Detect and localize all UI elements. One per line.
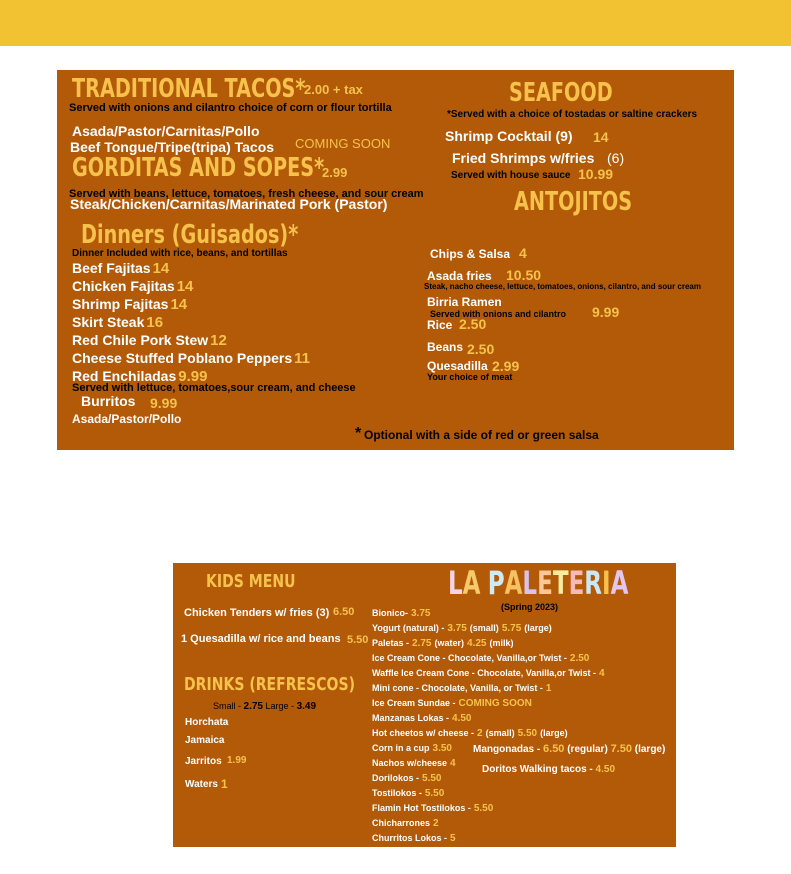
paleteria-item-price: 5.50 <box>422 773 442 784</box>
paleteria-item <box>369 714 472 724</box>
fried-shrimps-note: Served with house sauce <box>451 170 571 181</box>
burritos-meats: Asada/Pastor/Pollo <box>72 412 182 426</box>
dinners-note: Dinner Included with rice, beans, and tortillas <box>72 248 288 259</box>
drink-jamaica: Jamaica <box>185 735 225 746</box>
chips-name: Chips & Salsa <box>430 247 511 261</box>
paleteria-item-name: Nachos w/cheese <box>372 758 448 768</box>
paleteria-item <box>369 609 430 619</box>
paleteria-item-name: Corn in a cup <box>372 743 430 753</box>
kids-item2-name: 1 Quesadilla w/ rice and beans <box>181 633 341 645</box>
paleteria-title-letter: R <box>584 564 603 602</box>
dinner-item-price: 14 <box>170 296 188 313</box>
paleteria-item-price: 5 <box>450 833 456 844</box>
dinner-item-price: 16 <box>146 314 164 331</box>
shrimp-cocktail-price: 14 <box>593 129 609 145</box>
drink-jarritos-price: 1.99 <box>227 755 247 766</box>
paleteria-item <box>369 639 514 649</box>
paleteria-item-price: 2.75 <box>412 638 432 649</box>
dinner-item <box>72 297 187 312</box>
paleteria-item <box>369 699 532 709</box>
dinner-item <box>72 261 169 276</box>
paleteria-item-name: Mini cone - Chocolate, Vanilla, or Twist - <box>372 683 543 693</box>
paleteria-title-letter: E <box>568 564 585 602</box>
paleteria-item <box>369 834 456 844</box>
birria-ramen-name: Birria Ramen <box>427 295 502 309</box>
mangonadas-mid: (regular) <box>567 744 608 755</box>
dinner-item-name: Cheese Stuffed Poblano Peppers <box>72 350 293 366</box>
paleteria-item-price: 4.50 <box>452 713 472 724</box>
paleteria-item-price: 5.50 <box>473 803 494 814</box>
birria-ramen-note: Served with onions and cilantro <box>430 309 567 319</box>
paleteria-item <box>369 774 441 784</box>
dinner-item-price: 12 <box>210 332 227 349</box>
birria-ramen-price: 9.99 <box>592 304 620 320</box>
gorditas-meats: Steak/Chicken/Carnitas/Marinated Pork (Pastor) <box>70 196 388 212</box>
paleteria-title-letter: T <box>552 564 569 602</box>
drink-jarritos: Jarritos <box>185 756 222 767</box>
fried-shrimps-name: Fried Shrimps w/fries <box>452 150 595 166</box>
paleteria-item-name: Paletas - <box>372 638 410 648</box>
large-label: Large - <box>265 701 295 711</box>
burritos-name: Burritos <box>81 393 136 409</box>
mangonadas-name: Mangonadas - <box>473 744 541 755</box>
asada-fries-note: Steak, nacho cheese, lettuce, tomatoes, onions, cilantro, and sour cream <box>424 282 701 291</box>
doritos-walking <box>482 765 615 775</box>
paleteria-item <box>369 759 456 769</box>
paleteria-title-letter: E <box>537 564 553 602</box>
paleteria-title-letter: I <box>602 564 611 602</box>
paleteria-item-price: 3.75 <box>411 608 431 619</box>
paleteria-title-letter: P <box>487 564 505 602</box>
paleteria-title <box>448 564 629 602</box>
paleteria-item-suffix: (water) <box>434 638 465 648</box>
paleteria-item-price: 2 <box>433 818 439 829</box>
top-banner <box>0 0 791 46</box>
drink-waters-price: 1 <box>221 777 228 791</box>
dinner-item <box>72 333 227 348</box>
fried-shrimps-qty: (6) <box>607 150 625 166</box>
paleteria-item-price: 2.50 <box>569 653 590 664</box>
rice-name: Rice <box>427 318 453 332</box>
paleteria-item-name: Tostilokos - <box>372 788 422 798</box>
doritos-price: 4.50 <box>595 764 616 775</box>
tacos-coming-soon: COMING SOON <box>295 136 391 151</box>
small-label: Small - <box>213 701 242 711</box>
paleteria-item-price2: 5.75 <box>501 623 522 634</box>
paleteria-item-suffix2: (milk) <box>489 638 514 648</box>
paleteria-item-price: 3.50 <box>432 743 452 754</box>
dinner-item <box>72 351 310 366</box>
quesadilla-note: Your choice of meat <box>427 372 513 382</box>
drink-waters: Waters <box>185 779 218 790</box>
paleteria-item-name: Yogurt (natural) - <box>372 623 445 633</box>
dinner-item-name: Beef Fajitas <box>72 260 151 276</box>
paleteria-item-price: 1 <box>545 683 552 694</box>
kids-item1-price: 6.50 <box>333 606 355 618</box>
paleteria-item-name: Waffle Ice Cream Cone - Chocolate, Vanilla,or Twist - <box>372 668 597 678</box>
paleteria-item-name: Chicharrones <box>372 818 431 828</box>
paleteria-item-name: Ice Cream Cone - Chocolate, Vanilla,or Twist - <box>372 653 567 663</box>
mangonadas-price: 6.50 <box>543 743 565 755</box>
drink-horchata: Horchata <box>185 717 229 728</box>
paleteria-season: (Spring 2023) <box>501 602 559 612</box>
mangonadas-end: (large) <box>634 744 666 755</box>
paleteria-item <box>369 819 439 829</box>
footnote: Optional with a side of red or green salsa <box>364 428 599 442</box>
paleteria-title-letter: L <box>522 564 538 602</box>
paleteria-item-name: Bionico- <box>372 608 408 618</box>
paleteria-title-letter: L <box>448 564 463 602</box>
dinner-item-price: 11 <box>294 350 311 367</box>
paleteria-item <box>369 789 444 799</box>
paleteria-item-suffix: (small) <box>469 623 499 633</box>
paleteria-item <box>369 654 589 664</box>
paleteria-item-price2: 5.50 <box>517 728 538 739</box>
kids-drinks-paleteria-panel <box>173 563 676 847</box>
quesadilla-price: 2.99 <box>492 358 520 374</box>
paleteria-item-suffix2: (large) <box>540 728 568 738</box>
dinner-item-price: 14 <box>152 260 170 277</box>
seafood-title: SEAFOOD <box>509 78 613 108</box>
dinner-item-name: Skirt Steak <box>72 314 145 330</box>
burritos-note: Served with lettuce, tomatoes,sour cream, and cheese <box>72 382 356 394</box>
paleteria-item-price: 4 <box>450 758 456 769</box>
kids-menu-title: KIDS MENU <box>206 571 296 592</box>
paleteria-item-name: Manzanas Lokas - <box>372 713 450 723</box>
footnote-star: * <box>355 425 362 442</box>
dinner-item-name: Red Chile Pork Stew <box>72 332 209 348</box>
doritos-name: Doritos Walking tacos - <box>482 764 593 775</box>
tacos-note: Served with onions and cilantro choice of corn or flour tortilla <box>69 102 392 114</box>
paleteria-item <box>369 744 452 754</box>
seafood-note: *Served with a choice of tostadas or saltine crackers <box>447 109 698 120</box>
asada-fries-name: Asada fries <box>427 269 492 283</box>
antojitos-title: ANTOJITOS <box>514 187 633 217</box>
dinners-title: Dinners (Guisados)* <box>81 220 299 250</box>
tacos-line2: Beef Tongue/Tripe(tripa) Tacos <box>70 139 275 155</box>
kids-item1-name: Chicken Tenders w/ fries (3) <box>184 607 330 619</box>
paleteria-item-price: 2 <box>477 728 483 739</box>
drinks-sizes <box>213 702 316 712</box>
paleteria-item-name: Churritos Lokos - <box>372 833 448 843</box>
tacos-title: TRADITIONAL TACOS* <box>72 74 306 104</box>
paleteria-item-price: 4 <box>599 668 605 679</box>
drinks-title: DRINKS (REFRESCOS) <box>184 674 356 695</box>
paleteria-item-price: COMING SOON <box>458 698 532 709</box>
dinner-item <box>72 315 163 330</box>
rice-price: 2.50 <box>459 316 487 332</box>
tacos-price: 2.00 + tax <box>304 82 363 97</box>
paleteria-item-price: 5.50 <box>424 788 445 799</box>
paleteria-item-name: Flamin Hot Tostilokos - <box>372 803 471 813</box>
paleteria-item-suffix2: (large) <box>524 623 552 633</box>
fried-shrimps-price: 10.99 <box>578 166 614 182</box>
mangonadas <box>473 744 665 755</box>
dinner-item-name: Shrimp Fajitas <box>72 296 169 312</box>
paleteria-item <box>369 624 552 634</box>
gorditas-title: GORDITAS AND SOPES* <box>72 153 325 183</box>
dinner-item-name: Chicken Fajitas <box>72 278 175 294</box>
gorditas-note: Served with beans, lettuce, tomatoes, fresh cheese, and sour cream <box>69 188 424 200</box>
beans-price: 2.50 <box>467 341 495 357</box>
paleteria-item-price: 3.75 <box>447 623 467 634</box>
paleteria-item-name: Hot cheetos w/ cheese - <box>372 728 475 738</box>
paleteria-item <box>369 684 551 694</box>
paleteria-item-price2: 4.25 <box>467 638 487 649</box>
paleteria-item-suffix: (small) <box>485 728 515 738</box>
kids-item2-price: 5.50 <box>347 634 369 646</box>
mangonadas-price2: 7.50 <box>610 743 632 755</box>
gorditas-price: 2.99 <box>322 165 348 180</box>
paleteria-item <box>369 669 605 679</box>
asada-fries-price: 10.50 <box>506 267 542 283</box>
paleteria-item-name: Dorilokos - <box>372 773 420 783</box>
paleteria-title-letter: A <box>504 564 523 602</box>
shrimp-cocktail-name: Shrimp Cocktail (9) <box>445 128 573 144</box>
paleteria-item-name: Ice Cream Sundae - <box>372 698 456 708</box>
paleteria-title-letter: A <box>462 564 481 602</box>
dinner-item-name: Red Enchiladas <box>72 368 177 384</box>
paleteria-title-letter: A <box>610 564 629 602</box>
paleteria-item <box>369 729 568 739</box>
main-menu-panel <box>57 70 734 450</box>
quesadilla-name: Quesadilla <box>427 359 488 373</box>
burritos-price: 9.99 <box>150 395 178 411</box>
large-price: 3.49 <box>296 701 317 712</box>
tacos-line1: Asada/Pastor/Carnitas/Pollo <box>72 123 260 139</box>
chips-price: 4 <box>519 245 527 261</box>
dinner-item-price: 9.99 <box>178 368 208 385</box>
beans-name: Beans <box>427 340 464 354</box>
dinner-item-price: 14 <box>176 278 194 295</box>
dinner-item <box>72 279 193 294</box>
small-price: 2.75 <box>243 701 263 712</box>
paleteria-item <box>369 804 493 814</box>
